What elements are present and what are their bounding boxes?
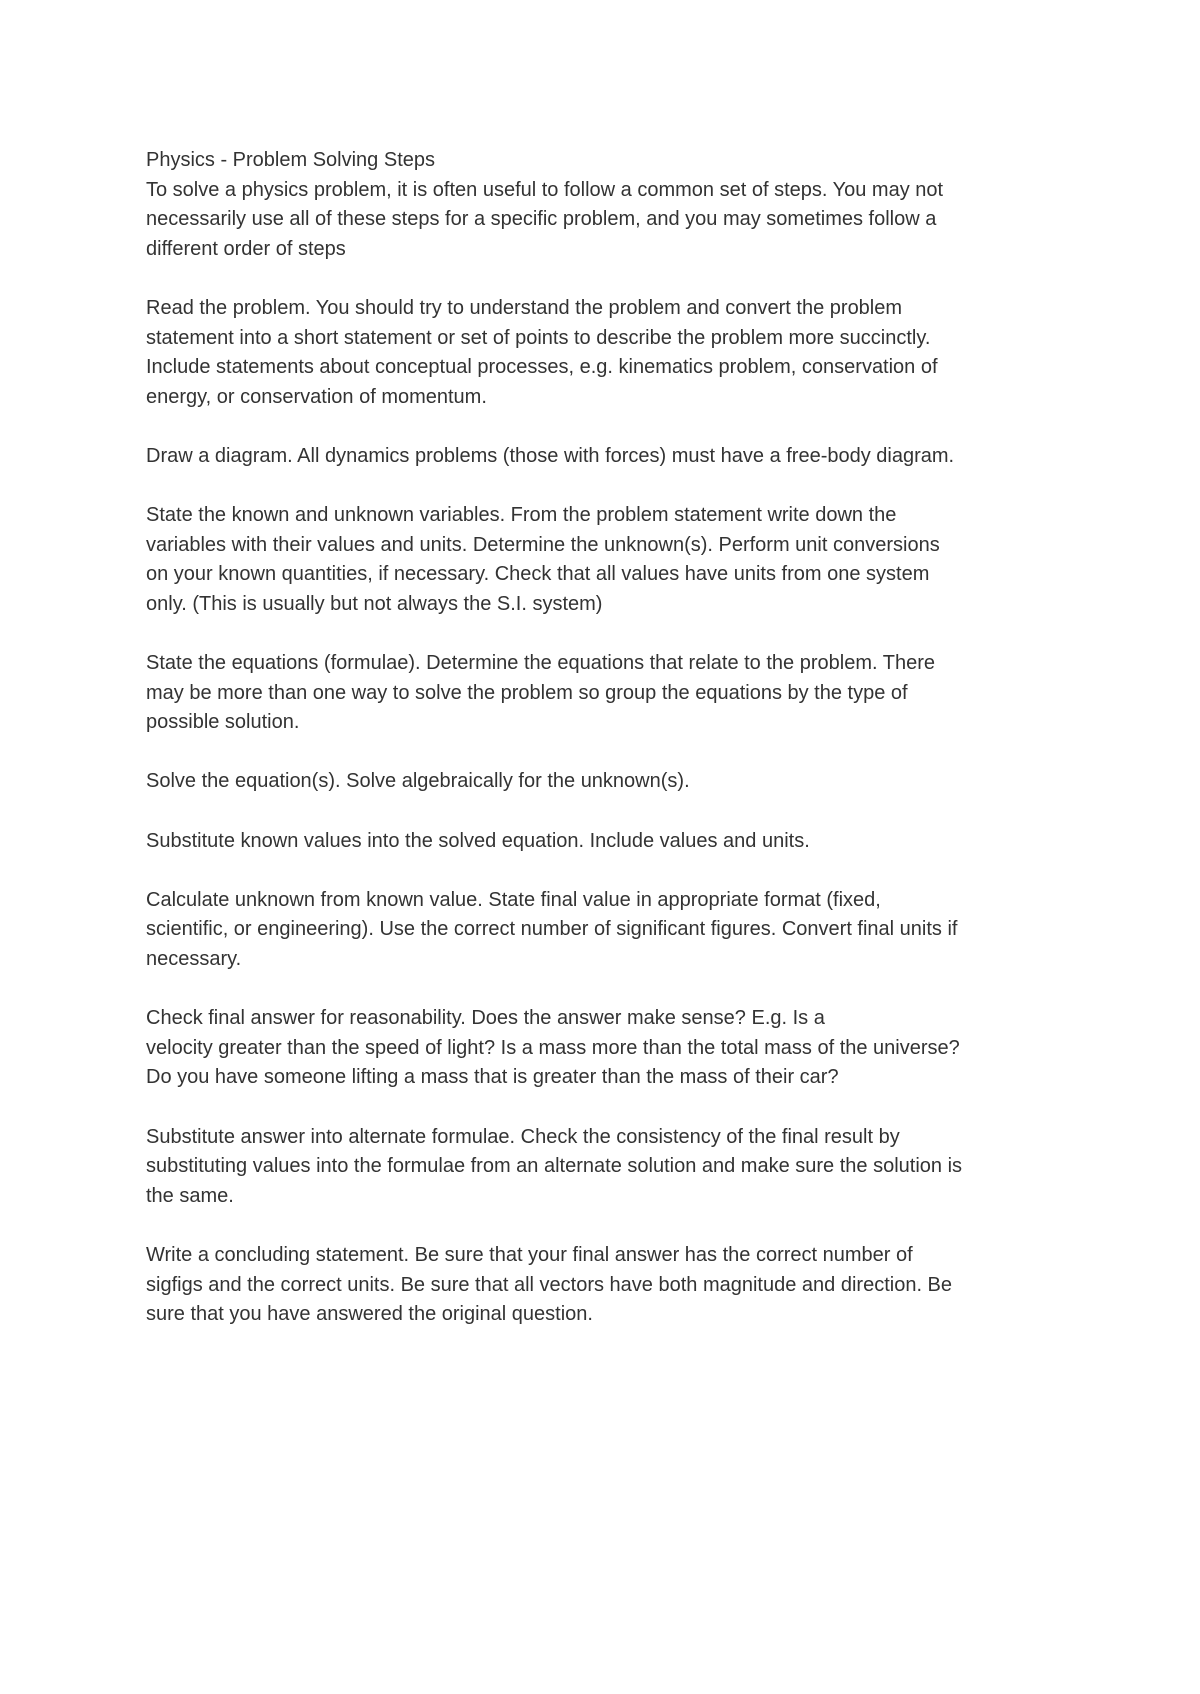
page-title: Physics - Problem Solving Steps [146, 149, 436, 171]
paragraph-gap [146, 797, 1066, 827]
paragraph-gap [146, 412, 1066, 442]
paragraph-gap [146, 1093, 1066, 1123]
step-state-equations: State the equations (formulae). Determine the equations that relate to the problem. There may be more than one way to solve the problem so group the equations by the type of possible solution. [146, 652, 935, 734]
intro-paragraph: To solve a physics problem, it is often useful to follow a common set of steps. You may not necessarily use all of these steps for a specific problem, and you may sometimes follow a different order of steps [146, 178, 944, 260]
step-alternate-formulae: Substitute answer into alternate formulae. Check the consistency of the final result by substituting values into the formulae from an alternate solution and make sure the solution is the same. [146, 1125, 963, 1207]
paragraph-gap [146, 620, 1066, 650]
step-read-problem: Read the problem. You should try to understand the problem and convert the problem statement into a short statement or set of points to describe the problem more succinctly. Include statements about conceptual processes, e.g. kinematics problem, conservation of energy, or conservation of momentum. [146, 296, 938, 408]
paragraph-gap [146, 856, 1066, 886]
step-calculate-unknown: Calculate unknown from known value. State final value in appropriate format (fixed, scientific, or engineering). Use the correct number of significant figures. Convert final units if necessary. [146, 888, 958, 971]
step-state-variables: State the known and unknown variables. From the problem statement write down the variables with their values and units. Determine the unknown(s). Perform unit conversions on your known quantities, if necessary. Check that all values have units from one system only. (This is usually but not always the S.I. system) [146, 504, 940, 615]
step-concluding-statement: Write a concluding statement. Be sure that your final answer has the correct number of sigfigs and the correct units. Be sure that all vectors have both magnitude and direction. Be sure that you have answered the original question. [146, 1243, 953, 1326]
step-substitute-values: Substitute known values into the solved equation. Include values and units. [146, 829, 810, 852]
paragraph-gap [146, 1211, 1066, 1241]
paragraph-gap [146, 738, 1066, 768]
paragraph-gap [146, 975, 1066, 1005]
step-solve-equations: Solve the equation(s). Solve algebraically for the unknown(s). [146, 770, 690, 793]
step-check-reasonability: Check final answer for reasonability. Does the answer make sense? E.g. Is a velocity greater than the speed of light? Is a mass more than the total mass of the universe? Do you have someone lifting a mass that is greater than the mass of their car? [146, 1007, 960, 1089]
document-body [146, 146, 1066, 1330]
step-draw-diagram: Draw a diagram. All dynamics problems (those with forces) must have a free-body diagram. [146, 444, 955, 467]
paragraph-gap [146, 264, 1066, 294]
paragraph-gap [146, 472, 1066, 502]
